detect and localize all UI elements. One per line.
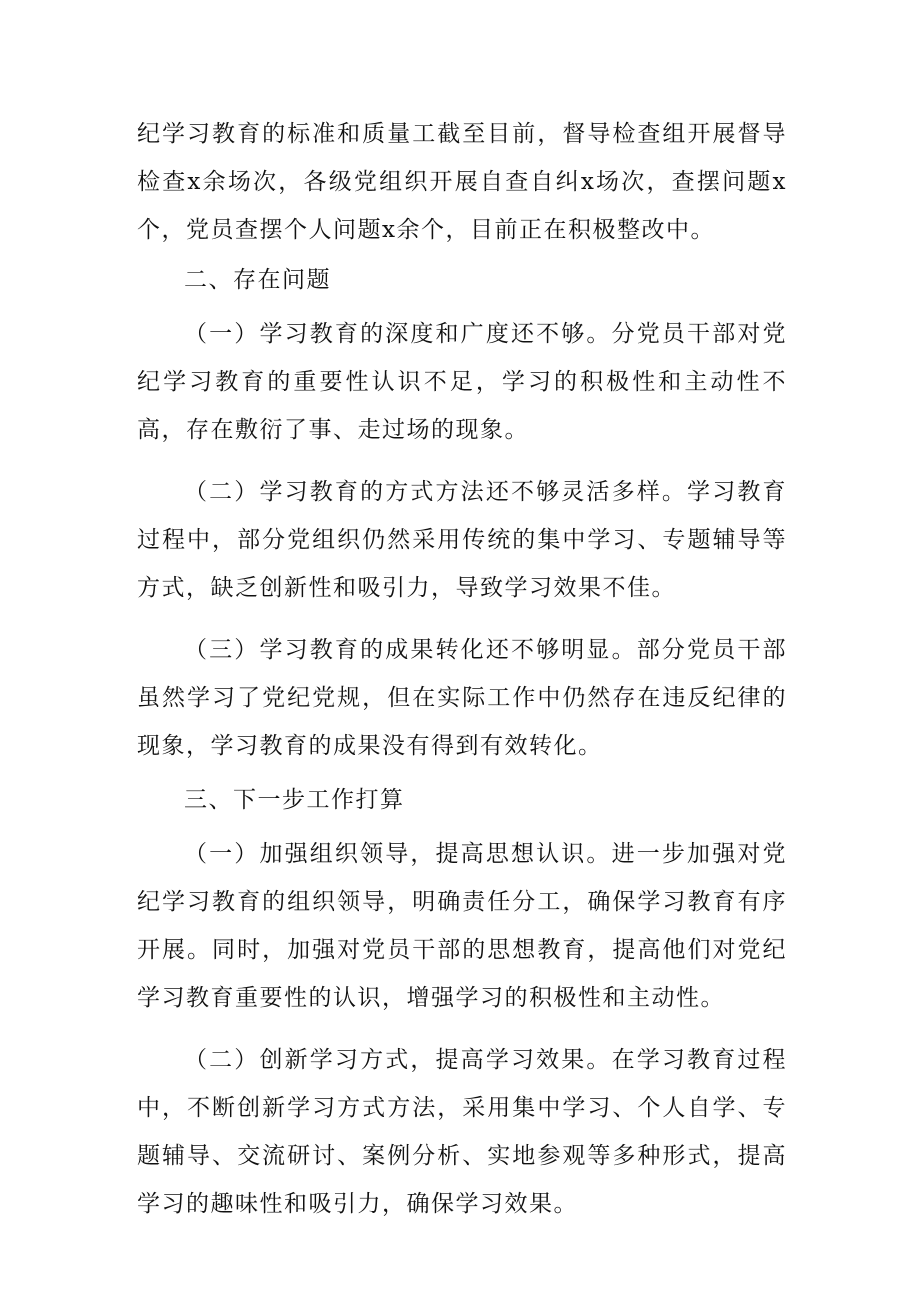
section-heading-next-steps: 三、下一步工作打算 (184, 787, 405, 813)
paragraph-problem-1: （一）学习教育的深度和广度还不够。分党员干部对党纪学习教育的重要性认识不足，学习的积极性和主动性不高，存在敷衍了事、走过场的现象。 (137, 321, 787, 443)
document-page (137, 110, 787, 1228)
paragraph-problem-3: （三）学习教育的成果转化还不够明显。部分党员干部虽然学习了党纪党规，但在实际工作中仍然存在违反纪律的现象，学习教育的成果没有得到有效转化。 (137, 637, 787, 759)
paragraph-plan-1: （一）加强组织领导，提高思想认识。进一步加强对党纪学习教育的组织领导，明确责任分工，确保学习教育有序开展。同时，加强对党员干部的思想教育，提高他们对党纪学习教育重要性的认识，增强学习的积极性和主动性。 (137, 841, 787, 1011)
paragraph-problem-2: （二）学习教育的方式方法还不够灵活多样。学习教育过程中，部分党组织仍然采用传统的集中学习、专题辅导等方式，缺乏创新性和吸引力，导致学习效果不佳。 (137, 479, 787, 601)
paragraph-plan-2: （二）创新学习方式，提高学习效果。在学习教育过程中，不断创新学习方式方法，采用集中学习、个人自学、专题辅导、交流研讨、案例分析、实地参观等多种形式，提高学习的趣味性和吸引力，确保学习效果。 (137, 1047, 787, 1217)
paragraph-progress-summary: 纪学习教育的标准和质量工截至目前，督导检查组开展督导检查x余场次，各级党组织开展自查自纠x场次，查摆问题x个，党员查摆个人问题x余个，目前正在积极整改中。 (137, 121, 787, 243)
section-heading-problems: 二、存在问题 (184, 267, 331, 293)
